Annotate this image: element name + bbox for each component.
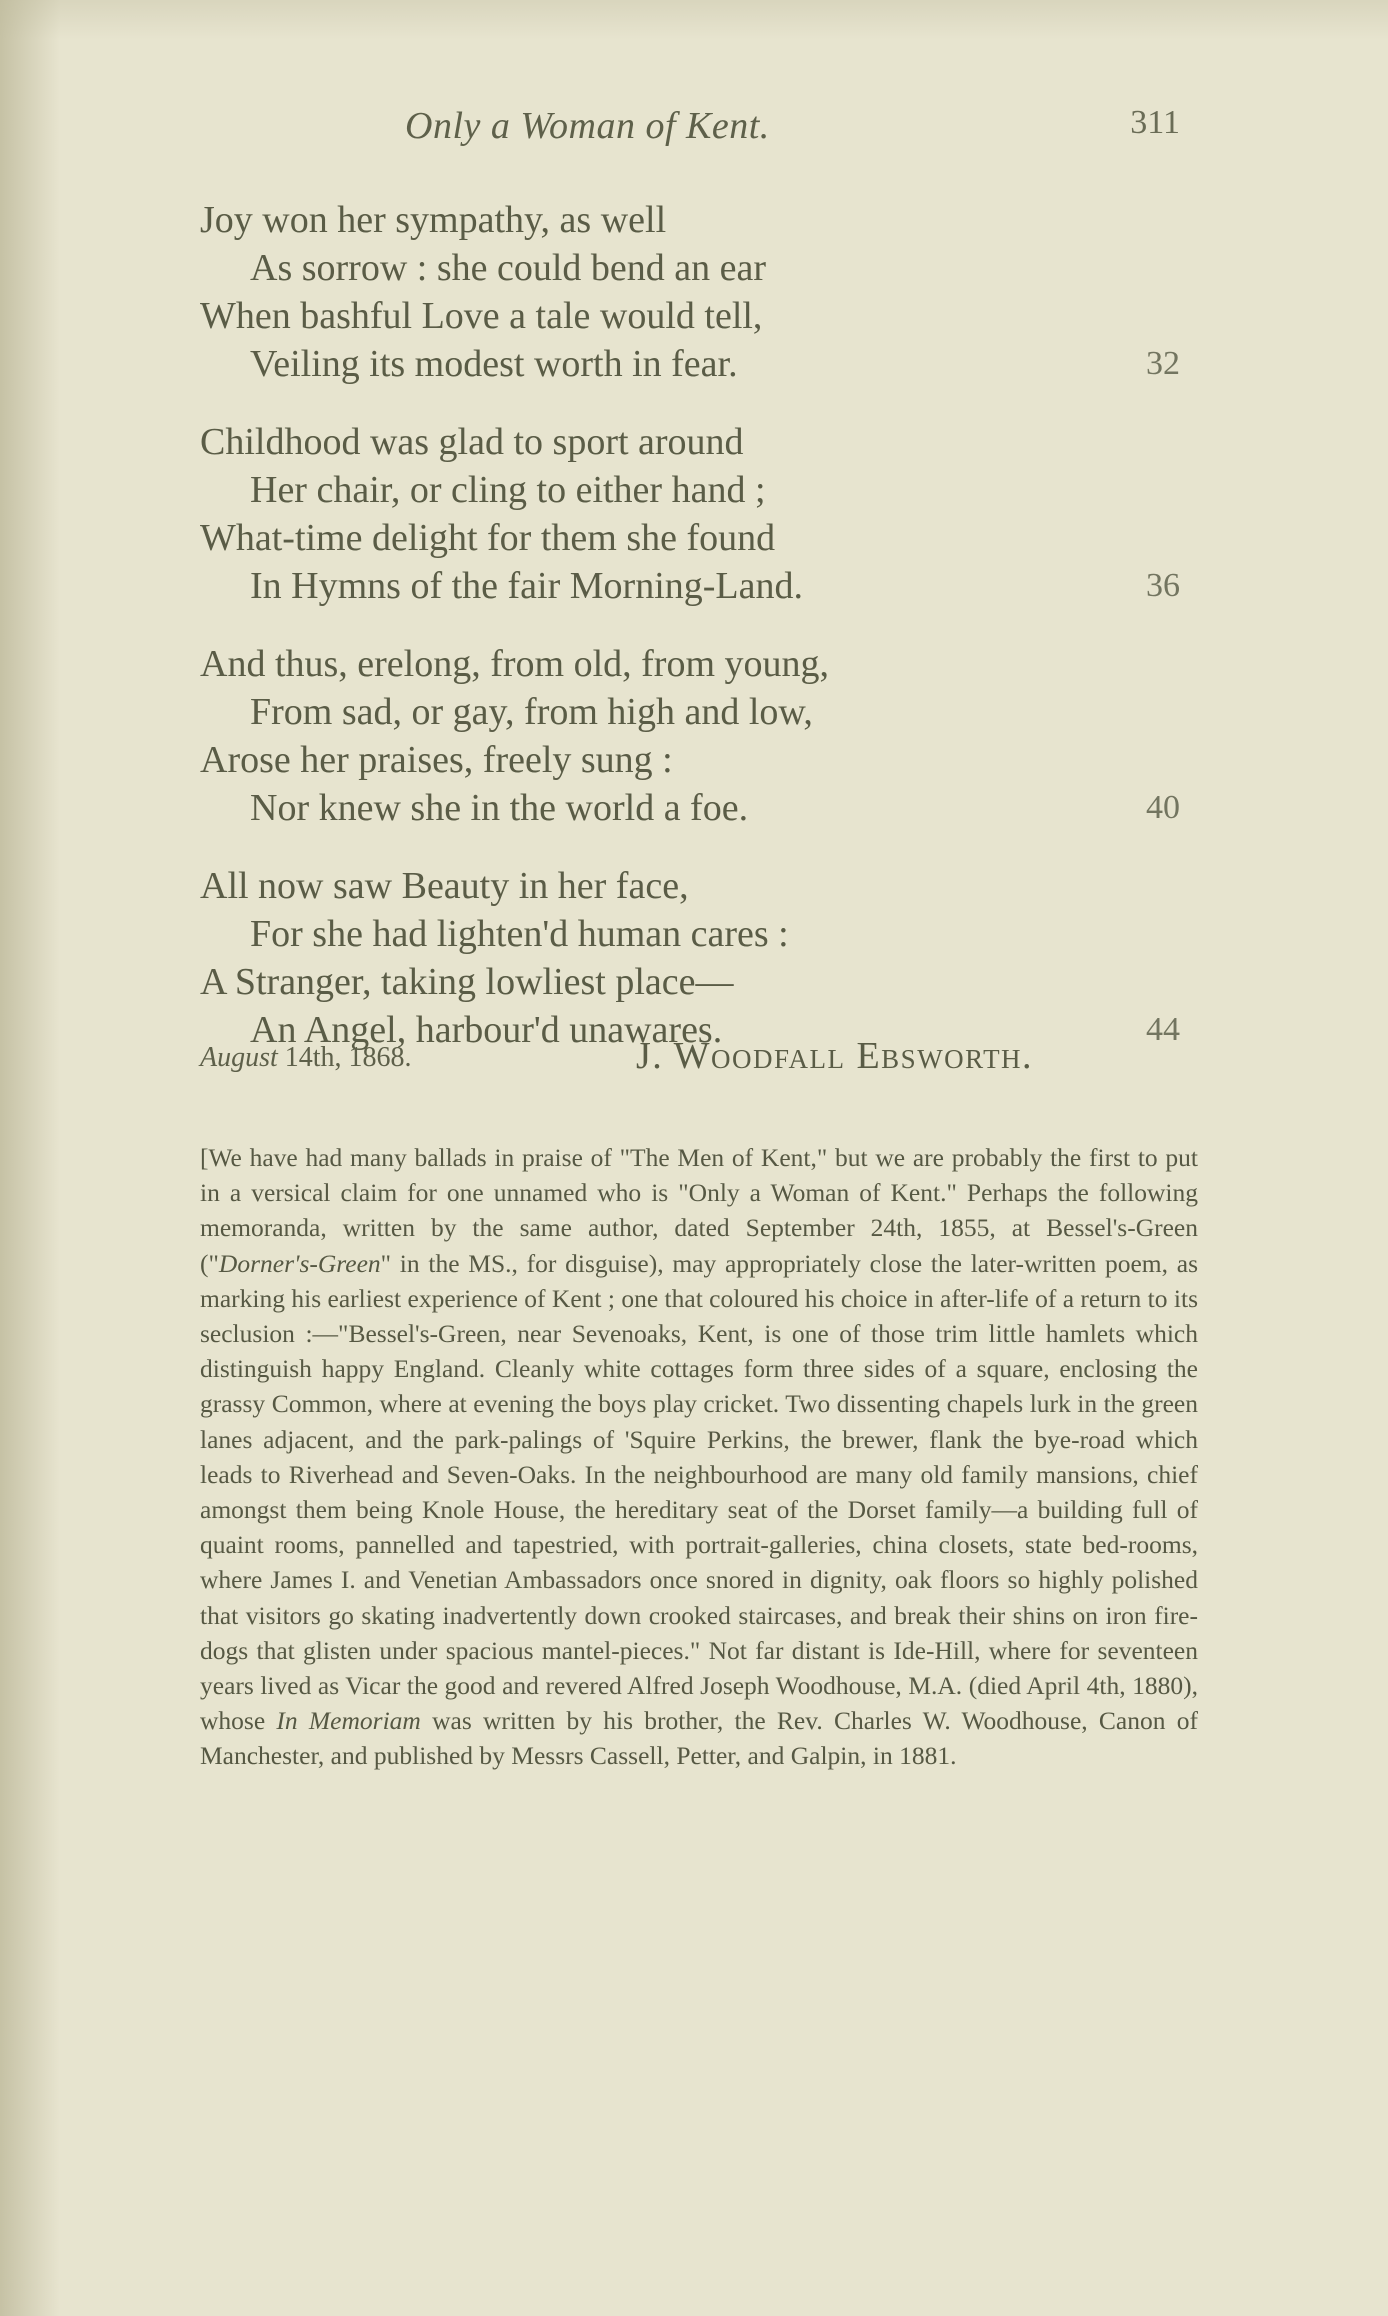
poem-line-text: Nor knew she in the world a foe. [250,787,749,829]
stanza [200,862,1200,1054]
author-signature: J. Woodfall Ebsworth. [636,1035,1034,1077]
page-header [200,104,1200,154]
poem-line: All now saw Beauty in her face, [200,865,689,907]
note-text: was written by his brother, the Rev. Charles W. Woodhouse, Canon of Manchester, and published by Messrs Cassell, Petter, and Galpin, in 1881. [200,1706,1199,1771]
note-text: [We have had many ballads in praise of "The Men of Kent," but we are probably the first to put in a versical claim for one unnamed who is "Only a Woman of Kent." Perhaps the following memoranda, written by the same author, dated September 24th, 1855, at Bessel's-Green (" [200,1143,1198,1278]
stanza [200,418,1200,610]
running-title: Only a Woman of Kent. [405,105,770,147]
poem [200,196,1200,1084]
poem-line: For she had lighten'd human cares : [250,913,789,955]
page-number: 311 [1130,104,1180,141]
line-number: 44 [1146,1011,1180,1048]
note-italic-text: Dorner's-Green [218,1248,381,1278]
stanza [200,196,1200,388]
poem-line-last [200,340,1200,388]
editorial-note [200,1140,1198,1774]
poem-line: From sad, or gay, from high and low, [250,691,813,733]
poem-line: What-time delight for them she found [200,517,776,559]
line-number: 36 [1146,567,1180,604]
poem-line: And thus, erelong, from old, from young, [200,643,830,685]
poem-line: A Stranger, taking lowliest place— [200,961,734,1003]
poem-line: As sorrow : she could bend an ear [250,247,767,289]
poem-line: Childhood was glad to sport around [200,421,744,463]
poem-line-text: In Hymns of the fair Morning-Land. [250,565,803,607]
poem-line-last [200,784,1200,832]
page-top-shadow [0,0,1388,40]
line-number: 32 [1146,345,1180,382]
stanza [200,640,1200,832]
poem-line: When bashful Love a tale would tell, [200,295,763,337]
note-text: " in the MS., for disguise), may appropriately close the later-written poem, as marking his earliest experience of Kent ; one that coloured his choice in after-life of a return to its seclusion :—"Bessel's-Green, near Sevenoaks, Kent, is one of those trim little hamlets which distinguish happy England. Cleanly white cottages form three sides of a square, enclosing the grassy Common, where at evening the boys play cricket. Two dissenting chapels lurk in the green lanes adjacent, and the park-palings of 'Squire Perkins, the brewer, flank the bye-road which leads to Riverhead and Seven-Oaks. In the neighbourhood are many old family mansions, chief amongst them being Knole House, the hereditary seat of the Dorset family—a building full of quaint rooms, pannelled and tapestried, with portrait-galleries, china closets, state bed-rooms, where James I. and Venetian Ambassadors once snored in dignity, oak floors so highly polished that visitors go skating inadvertently down crooked staircases, and break their shins on iron fire-dogs that glisten under spacious mantel-pieces." Not far distant is Ide-Hill, where for seventeen years lived as Vicar the good and revered Alfred Joseph Woodhouse, M.A. (died April 4th, 1880), whose [200,1248,1198,1736]
poem-line-text: An Angel, harbour'd unawares. [250,1009,723,1051]
date-rest: 14th, 1868. [277,1042,412,1073]
poem-line-text: Veiling its modest worth in fear. [250,343,738,385]
line-number: 40 [1146,789,1180,826]
poem-line: Arose her praises, freely sung : [200,739,673,781]
signature-row [200,1034,1200,1084]
poem-line: Her chair, or cling to either hand ; [250,469,766,511]
note-italic-text: In Memoriam [276,1706,421,1736]
poem-line-last [200,562,1200,610]
page-edge-shadow [0,0,60,2316]
date-line [200,1042,412,1074]
poem-line: Joy won her sympathy, as well [200,199,667,241]
date-month: August [200,1042,278,1073]
note-paragraph [200,1140,1198,1774]
